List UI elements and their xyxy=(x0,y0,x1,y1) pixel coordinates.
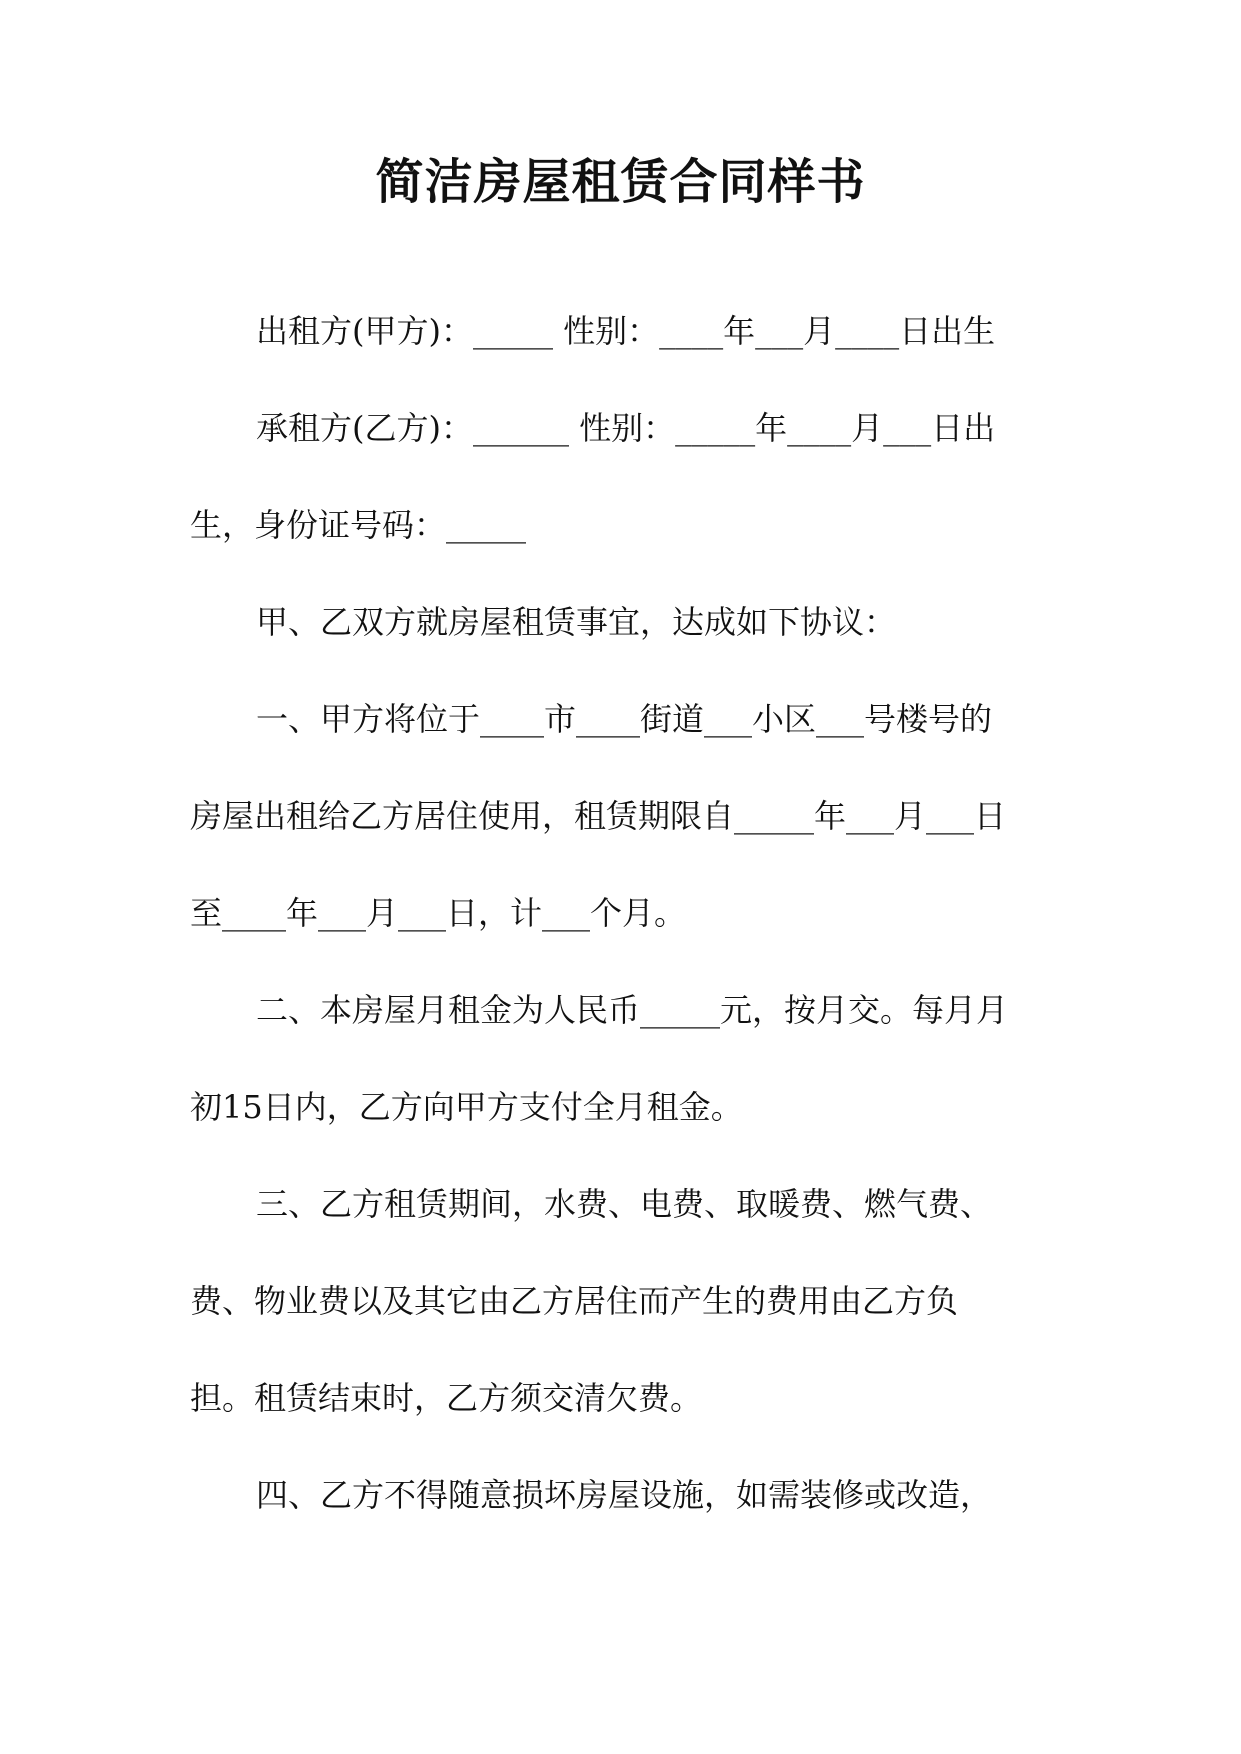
clause-1-line-3: 至____年___月___日，计___个月。 xyxy=(190,894,687,932)
clause-3-line-3: 担。租赁结束时，乙方须交清欠费。 xyxy=(190,1379,703,1417)
clause-2-line-2: 初15日内，乙方向甲方支付全月租金。 xyxy=(190,1088,743,1126)
clause-1-line-2: 房屋出租给乙方居住使用，租赁期限自_____年___月___日 xyxy=(190,797,1007,835)
clause-2-line-1: 二、本房屋月租金为人民币_____元，按月交。每月月 xyxy=(256,991,1009,1029)
party-b-line-continued: 生，身份证号码：_____ xyxy=(190,506,527,544)
clause-3-line-1: 三、乙方租赁期间，水费、电费、取暖费、燃气费、 xyxy=(256,1185,993,1223)
clause-4-line-1: 四、乙方不得随意损坏房屋设施，如需装修或改造， xyxy=(256,1476,993,1514)
party-b-line: 承租方(乙方)：______ 性别：_____年____月___日出 xyxy=(256,409,996,447)
clause-3-line-2: 费、物业费以及其它由乙方居住而产生的费用由乙方负 xyxy=(190,1282,959,1320)
document-title: 简洁房屋租赁合同样书 xyxy=(375,154,866,210)
party-a-line: 出租方(甲方)：_____ 性别：____年___月____日出生 xyxy=(256,312,996,350)
agreement-intro: 甲、乙双方就房屋租赁事宜，达成如下协议： xyxy=(256,603,897,641)
clause-1-line-1: 一、甲方将位于____市____街道___小区___号楼号的 xyxy=(256,700,993,738)
